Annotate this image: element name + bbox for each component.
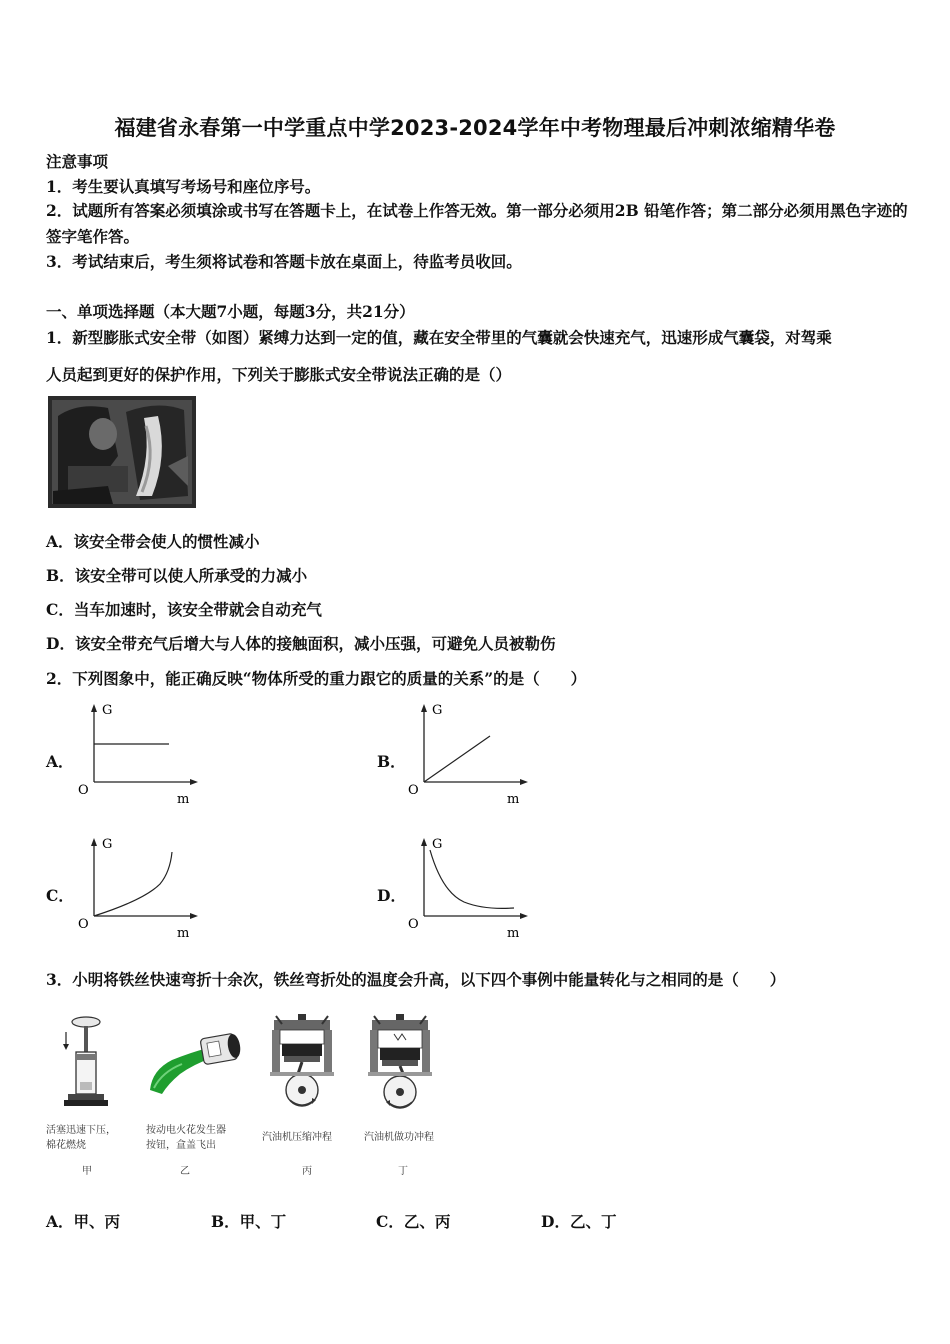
q1-option-a: A．该安全带会使人的惯性减小 bbox=[46, 532, 260, 551]
q1-stem-line1: 1．新型膨胀式安全带（如图）紧缚力达到一定的值，藏在安全带里的气囊就会快速充气，迅速形成气囊袋，对驾乘 bbox=[46, 328, 832, 347]
caption-ding: 汽油机做功冲程 bbox=[364, 1132, 434, 1143]
notice-item-3: 3．考试结束后，考生须将试卷和答题卡放在桌面上，待监考员收回。 bbox=[46, 252, 522, 271]
q2-option-d-label: D． bbox=[377, 886, 406, 905]
caption-bing: 汽油机压缩冲程 bbox=[262, 1132, 332, 1143]
page-title: 福建省永春第一中学重点中学2023-2024学年中考物理最后冲刺浓缩精华卷 bbox=[114, 116, 836, 140]
q3-option-d: D．乙、丁 bbox=[541, 1212, 617, 1231]
tag-yi: 乙 bbox=[180, 1166, 190, 1177]
spark-generator-figure bbox=[142, 1030, 242, 1100]
notice-item-1: 1．考生要认真填写考场号和座位序号。 bbox=[46, 177, 321, 196]
q2-graph-a bbox=[74, 698, 204, 808]
fire-syringe-figure bbox=[58, 1014, 114, 1114]
tag-ding: 丁 bbox=[398, 1166, 408, 1177]
q1-option-d: D．该安全带充气后增大与人体的接触面积，减小压强，可避免人员被勒伤 bbox=[46, 634, 556, 653]
tag-bing: 丙 bbox=[302, 1166, 312, 1177]
q2-graph-c-y-label: G bbox=[102, 837, 113, 852]
q2-graph-a-y-label: G bbox=[102, 703, 113, 718]
q2-graph-b-origin: O bbox=[408, 783, 419, 798]
section-heading: 一、单项选择题（本大题7小题，每题3分，共21分） bbox=[46, 302, 415, 321]
q3-option-a: A．甲、丙 bbox=[46, 1212, 121, 1231]
q1-option-c: C．当车加速时，该安全带就会自动充气 bbox=[46, 600, 322, 619]
q2-option-b-label: B． bbox=[377, 752, 406, 771]
caption-jia-line1: 活塞迅速下压， bbox=[46, 1125, 116, 1136]
q3-option-c: C．乙、丙 bbox=[376, 1212, 451, 1231]
q2-stem: 2．下列图象中，能正确反映“物体所受的重力跟它的质量的关系”的是（ ） bbox=[46, 669, 587, 688]
caption-yi-line1: 按动电火花发生器 bbox=[146, 1125, 226, 1136]
q2-graph-d-origin: O bbox=[408, 917, 419, 932]
q2-option-a-label: A． bbox=[46, 752, 74, 771]
airbag-seatbelt-photo bbox=[48, 396, 196, 508]
compression-stroke-engine-figure bbox=[266, 1014, 338, 1114]
q2-graph-b bbox=[404, 698, 534, 808]
caption-yi-line2: 按钮，盒盖飞出 bbox=[146, 1140, 216, 1151]
q2-graph-d-y-label: G bbox=[432, 837, 443, 852]
q3-stem: 3．小明将铁丝快速弯折十余次，铁丝弯折处的温度会升高，以下四个事例中能量转化与之相同的是（ ） bbox=[46, 970, 786, 989]
q2-graph-b-y-label: G bbox=[432, 703, 443, 718]
q2-option-c-label: C． bbox=[46, 886, 74, 905]
tag-jia: 甲 bbox=[82, 1166, 92, 1177]
q2-graph-d bbox=[404, 832, 534, 942]
q2-graph-c bbox=[74, 832, 204, 942]
q1-stem-line2: 人员起到更好的保护作用，下列关于膨胀式安全带说法正确的是（） bbox=[46, 365, 512, 384]
notice-item-2: 2．试题所有答案必须填涂或书写在答题卡上，在试卷上作答无效。第一部分必须用2B 铅笔作答；第二部分必须用黑色字迹的签字笔作答。 bbox=[46, 201, 908, 246]
q2-graph-c-origin: O bbox=[78, 917, 89, 932]
q2-graph-c-x-label: m bbox=[177, 926, 190, 941]
q2-graph-a-x-label: m bbox=[177, 792, 190, 807]
caption-jia-line2: 棉花燃烧 bbox=[46, 1140, 86, 1151]
q2-graph-a-origin: O bbox=[78, 783, 89, 798]
power-stroke-engine-figure bbox=[364, 1014, 436, 1114]
q1-option-b: B．该安全带可以使人所承受的力减小 bbox=[46, 566, 308, 585]
q2-graph-d-x-label: m bbox=[507, 926, 520, 941]
notice-heading: 注意事项 bbox=[46, 152, 109, 171]
q3-option-b: B．甲、丁 bbox=[211, 1212, 287, 1231]
q2-graph-b-x-label: m bbox=[507, 792, 520, 807]
